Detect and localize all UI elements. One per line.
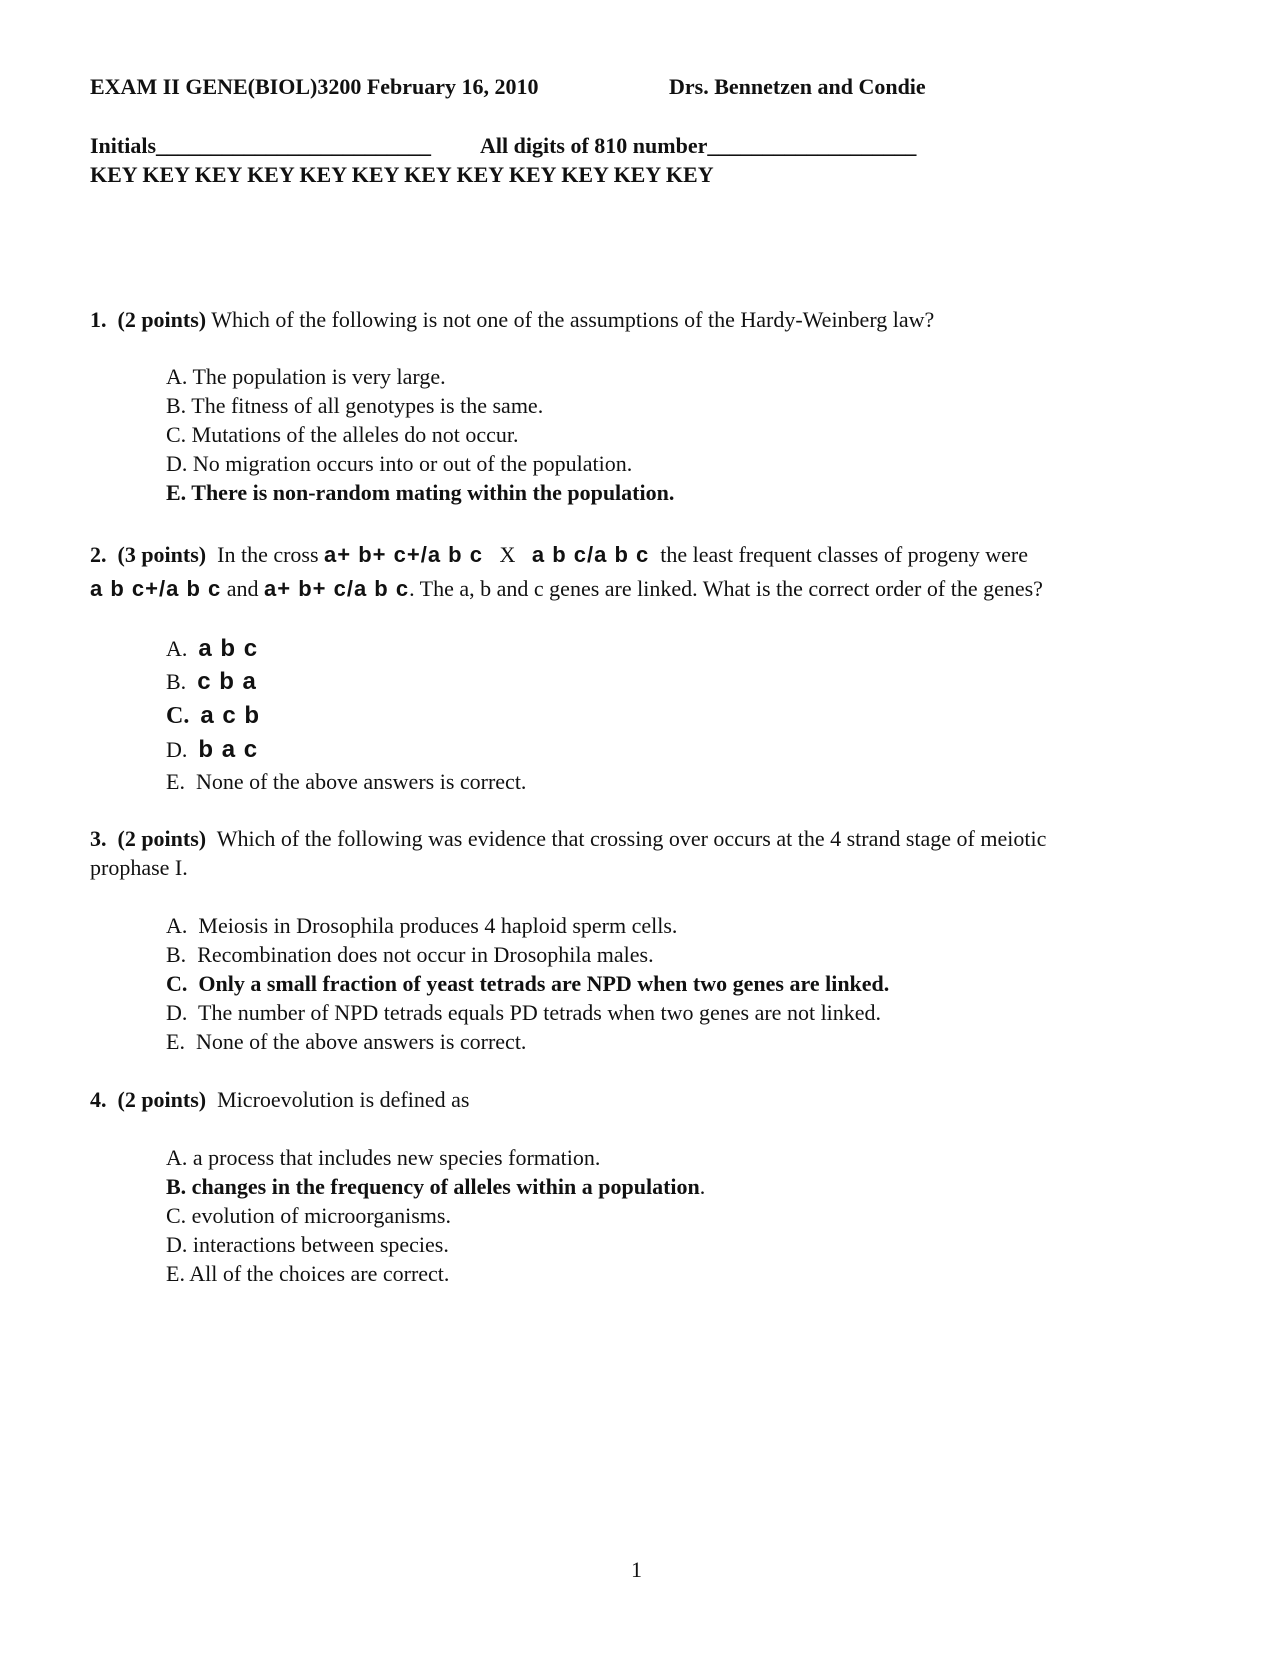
q2-option-b bbox=[166, 667, 257, 696]
q1-option-d: D. No migration occurs into or out of the population. bbox=[166, 451, 633, 476]
exam-title: EXAM II GENE(BIOL)3200 February 16, 2010 bbox=[90, 74, 539, 99]
q3-option-a bbox=[166, 911, 677, 940]
q4-option-a: A. a process that includes new species formation. bbox=[166, 1145, 601, 1170]
option-text: None of the above answers is correct. bbox=[195, 1029, 527, 1054]
q1-option-b: B. The fitness of all genotypes is the same. bbox=[166, 393, 544, 418]
question-number: 3. bbox=[90, 826, 107, 851]
question-text: Which of the following was evidence that crossing over occurs at the 4 strand stage of meiotic bbox=[216, 826, 1047, 851]
option-letter: E. bbox=[166, 769, 185, 794]
q4-option-b-correct bbox=[166, 1172, 705, 1201]
question-3-stem-line2: prophase I. bbox=[90, 855, 188, 880]
cross-genotype-1: a+ b+ c+/a b c bbox=[324, 542, 483, 567]
number-label: All digits of 810 number bbox=[480, 133, 708, 158]
option-genes: a c b bbox=[200, 702, 261, 729]
option-letter: C. bbox=[166, 703, 190, 729]
q3-option-c-correct bbox=[166, 969, 889, 998]
initials-row bbox=[90, 133, 431, 159]
question-points: (2 points) bbox=[117, 307, 207, 332]
q3-option-d bbox=[166, 998, 881, 1027]
q1-option-c: C. Mutations of the alleles do not occur. bbox=[166, 422, 519, 447]
question-text: Microevolution is defined as bbox=[217, 1087, 470, 1112]
option-letter: D. bbox=[166, 737, 188, 762]
answer-key-line: KEY KEY KEY KEY KEY KEY KEY KEY KEY KEY KEY KEY bbox=[90, 162, 714, 187]
cross-intro: In the cross bbox=[217, 542, 319, 567]
question-3-stem-line1 bbox=[90, 824, 1046, 853]
initials-blank: _________________________ bbox=[156, 133, 432, 158]
question-points: (2 points) bbox=[117, 1087, 207, 1112]
question-text: Which of the following is not one of the assumptions of the Hardy-Weinberg law? bbox=[211, 307, 935, 332]
page-number: 1 bbox=[631, 1557, 642, 1582]
q3-option-e bbox=[166, 1027, 526, 1056]
question-1-stem bbox=[90, 305, 934, 334]
option-text: Only a small fraction of yeast tetrads are NPD when two genes are linked. bbox=[198, 971, 890, 996]
cross-genotype-2: a b c/a b c bbox=[531, 542, 650, 567]
q2-option-e bbox=[166, 767, 526, 796]
q3-option-b bbox=[166, 940, 654, 969]
option-letter: E. bbox=[166, 1029, 185, 1054]
option-genes: a b c bbox=[198, 635, 259, 662]
q1-option-e-correct: E. There is non-random mating within the population. bbox=[166, 480, 675, 505]
progeny-genotype-2: a+ b+ c/a b c bbox=[264, 576, 410, 601]
number-blank: ___________________ bbox=[707, 133, 917, 158]
instructors: Drs. Bennetzen and Condie bbox=[669, 74, 926, 99]
q1-option-a: A. The population is very large. bbox=[166, 364, 446, 389]
option-trail: . bbox=[699, 1174, 706, 1199]
option-genes: c b a bbox=[197, 668, 257, 695]
option-text: Recombination does not occur in Drosophila males. bbox=[197, 942, 654, 967]
option-text: None of the above answers is correct. bbox=[195, 769, 527, 794]
progeny-and: and bbox=[226, 576, 259, 601]
option-genes: b a c bbox=[198, 736, 259, 763]
option-letter: B. bbox=[166, 942, 187, 967]
option-text: Meiosis in Drosophila produces 4 haploid sperm cells. bbox=[198, 913, 678, 938]
question-points: (3 points) bbox=[117, 542, 207, 567]
question-2-stem-line2 bbox=[90, 574, 1043, 603]
number-row bbox=[480, 133, 916, 159]
q4-option-d: D. interactions between species. bbox=[166, 1232, 449, 1257]
q4-option-c: C. evolution of microorganisms. bbox=[166, 1203, 451, 1228]
question-2-stem-line1 bbox=[90, 540, 1028, 569]
option-text: B. changes in the frequency of alleles within a population bbox=[166, 1174, 700, 1199]
progeny-genotype-1: a b c+/a b c bbox=[90, 576, 222, 601]
option-text: The number of NPD tetrads equals PD tetrads when two genes are not linked. bbox=[198, 1000, 882, 1025]
question-number: 4. bbox=[90, 1087, 107, 1112]
question-4-stem bbox=[90, 1085, 469, 1114]
option-letter: A. bbox=[166, 636, 188, 661]
option-letter: D. bbox=[166, 1000, 188, 1025]
option-letter: C. bbox=[166, 971, 188, 996]
q2-option-a bbox=[166, 634, 258, 663]
q2-option-d bbox=[166, 735, 258, 764]
question-points: (2 points) bbox=[117, 826, 207, 851]
cross-mid: the least frequent classes of progeny were bbox=[660, 542, 1029, 567]
question-number: 1. bbox=[90, 307, 107, 332]
q2-option-c-correct bbox=[166, 701, 260, 731]
q4-option-e: E. All of the choices are correct. bbox=[166, 1261, 450, 1286]
option-letter: A. bbox=[166, 913, 188, 938]
option-letter: B. bbox=[166, 669, 187, 694]
initials-label: Initials bbox=[90, 133, 157, 158]
question-2-tail: . The a, b and c genes are linked. What is the correct order of the genes? bbox=[409, 576, 1043, 601]
question-number: 2. bbox=[90, 542, 107, 567]
cross-times: X bbox=[499, 542, 516, 567]
